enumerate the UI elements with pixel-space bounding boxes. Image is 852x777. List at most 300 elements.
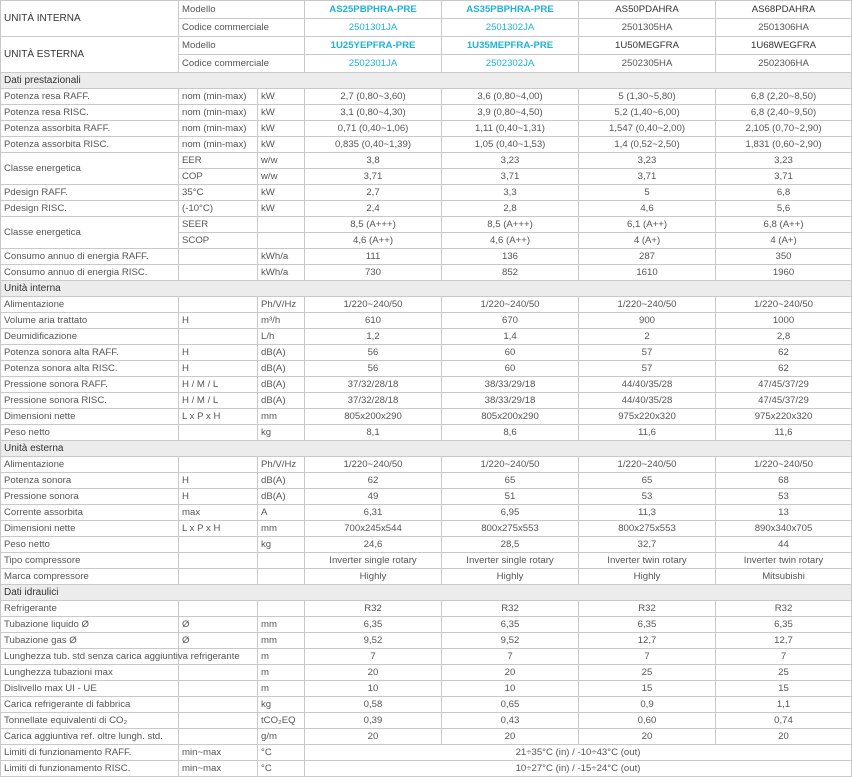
external-code: 2502301JA [305,55,442,73]
external-code: 2502305HA [579,55,716,73]
row-value: 57 [579,361,716,377]
row-label: Pdesign RAFF. [1,185,179,201]
table-row [1,153,852,169]
row-unit: L/h [258,329,305,345]
table-row [1,361,852,377]
row-unit [258,569,305,585]
row-unit: °C [258,745,305,761]
internal-model: AS50PDAHRA [579,1,716,19]
unit-interna-label: UNITÀ INTERNA [1,1,179,37]
row-condition: H / M / L [179,393,258,409]
row-value: Mitsubishi [716,569,852,585]
table-row [1,569,852,585]
row-label: Consumo annuo di energia RISC. [1,265,179,281]
row-value: Inverter twin rotary [716,553,852,569]
row-value: 136 [442,249,579,265]
internal-model: AS35PBPHRA-PRE [442,1,579,19]
row-value: 62 [716,361,852,377]
row-value: 12,7 [579,633,716,649]
row-condition: nom (min-max) [179,105,258,121]
section-title: Dati prestazionali [1,73,852,89]
table-row [1,601,852,617]
table-row [1,409,852,425]
row-value: 38/33/29/18 [442,393,579,409]
table-row [1,697,852,713]
row-value: 10 [442,681,579,697]
table-row [1,457,852,473]
table-row [1,185,852,201]
internal-model-row [1,1,852,19]
table-row [1,265,852,281]
table-row [1,745,852,761]
row-value: 610 [305,313,442,329]
row-value: 1,05 (0,40~1,53) [442,137,579,153]
row-value: 1/220~240/50 [716,297,852,313]
row-value: 10 [305,681,442,697]
row-value: 3,23 [442,153,579,169]
row-label: Pressione sonora [1,489,179,505]
row-unit: kW [258,201,305,217]
row-value: 6,8 (2,40~9,50) [716,105,852,121]
row-value: 11,6 [716,425,852,441]
row-unit: A [258,505,305,521]
row-unit: °C [258,761,305,777]
external-model-row [1,37,852,55]
row-value: 60 [442,345,579,361]
table-row [1,377,852,393]
row-label: Tonnellate equivalenti di CO₂ [1,713,179,729]
table-row [1,313,852,329]
row-unit: m³/h [258,313,305,329]
row-value: 53 [716,489,852,505]
table-row [1,633,852,649]
row-label: Lunghezza tubazioni max [1,665,179,681]
row-value: 1,11 (0,40~1,31) [442,121,579,137]
row-value: 0,58 [305,697,442,713]
row-condition: H [179,361,258,377]
row-value: 2,7 [305,185,442,201]
row-value: 8,1 [305,425,442,441]
row-label: Pressione sonora RAFF. [1,377,179,393]
external-model: 1U50MEGFRA [579,37,716,55]
table-row [1,137,852,153]
row-condition: max [179,505,258,521]
row-value: 32,7 [579,537,716,553]
row-value: 0,74 [716,713,852,729]
row-value: 57 [579,345,716,361]
row-unit: kW [258,137,305,153]
section-esterna [1,441,852,457]
row-label: Volume aria trattato [1,313,179,329]
row-label: Alimentazione [1,297,179,313]
row-value: 12,7 [716,633,852,649]
row-label: Lunghezza tub. std senza carica aggiuntiva refrigerante [1,649,179,665]
table-row [1,217,852,233]
row-value: 4 (A+) [579,233,716,249]
row-label: Limiti di funzionamento RISC. [1,761,179,777]
row-value: 4,6 (A++) [442,233,579,249]
row-value: 3,1 (0,80~4,30) [305,105,442,121]
row-condition [179,265,258,281]
row-unit: w/w [258,169,305,185]
unit-esterna-label: UNITÀ ESTERNA [1,37,179,73]
row-unit: kg [258,537,305,553]
row-value: 6,8 [716,185,852,201]
row-condition: min~max [179,761,258,777]
row-value: 1,831 (0,60~2,90) [716,137,852,153]
row-value: 25 [579,665,716,681]
row-condition [179,297,258,313]
row-condition: Ø [179,633,258,649]
modello-label: Modello [179,37,305,55]
row-value: 44/40/35/28 [579,393,716,409]
table-row [1,121,852,137]
row-value: 1610 [579,265,716,281]
row-value: 49 [305,489,442,505]
row-value: 44/40/35/28 [579,377,716,393]
row-value: 44 [716,537,852,553]
row-value: 1,547 (0,40~2,00) [579,121,716,137]
row-value: 0,39 [305,713,442,729]
row-value: 2,8 [442,201,579,217]
row-value: 6,95 [442,505,579,521]
row-value: 20 [442,729,579,745]
row-value: 1/220~240/50 [305,457,442,473]
row-value: 2 [579,329,716,345]
table-row [1,105,852,121]
row-value: 15 [579,681,716,697]
table-row [1,505,852,521]
row-value: 800x275x553 [579,521,716,537]
row-unit: m [258,665,305,681]
row-value: 111 [305,249,442,265]
row-label: Corrente assorbita [1,505,179,521]
row-unit: kW [258,121,305,137]
row-value: 7 [716,649,852,665]
row-value: 975x220x320 [579,409,716,425]
row-value: 1,2 [305,329,442,345]
table-row [1,201,852,217]
row-value: 0,835 (0,40~1,39) [305,137,442,153]
row-label: Dislivello max UI - UE [1,681,179,697]
internal-model: AS25PBPHRA-PRE [305,1,442,19]
section-idraulici [1,585,852,601]
row-condition [179,553,258,569]
row-condition: SEER [179,217,258,233]
row-label: Potenza sonora alta RAFF. [1,345,179,361]
row-label: Potenza sonora [1,473,179,489]
table-row [1,521,852,537]
row-unit: w/w [258,153,305,169]
table-row [1,713,852,729]
row-label: Potenza assorbita RAFF. [1,121,179,137]
row-value: 0,65 [442,697,579,713]
row-condition [179,697,258,713]
row-value: 2,105 (0,70~2,90) [716,121,852,137]
row-value: 975x220x320 [716,409,852,425]
row-value: 13 [716,505,852,521]
row-value: 805x200x290 [305,409,442,425]
row-value: 0,60 [579,713,716,729]
row-value: 0,71 (0,40~1,06) [305,121,442,137]
table-row [1,329,852,345]
row-value: 7 [305,649,442,665]
row-value: 37/32/28/18 [305,393,442,409]
row-value: 3,23 [579,153,716,169]
table-row [1,617,852,633]
section-interna [1,281,852,297]
row-unit: kW [258,89,305,105]
row-value: 6,1 (A++) [579,217,716,233]
row-condition: (-10°C) [179,201,258,217]
row-value: 670 [442,313,579,329]
row-label: Potenza sonora alta RISC. [1,361,179,377]
row-value: 4 (A+) [716,233,852,249]
section-title: Unità interna [1,281,852,297]
row-value: Inverter single rotary [305,553,442,569]
row-condition [179,729,258,745]
row-unit: m [258,681,305,697]
row-value: 6,35 [442,617,579,633]
row-value: 20 [442,665,579,681]
row-condition: EER [179,153,258,169]
row-condition [179,601,258,617]
row-value: 10÷27°C (in) / -15÷24°C (out) [305,761,852,777]
row-value: 2,7 (0,80~3,60) [305,89,442,105]
row-label: Potenza resa RAFF. [1,89,179,105]
row-value: 3,9 (0,80~4,50) [442,105,579,121]
row-label: Peso netto [1,537,179,553]
row-condition [179,569,258,585]
table-row [1,729,852,745]
row-label: Tubazione gas Ø [1,633,179,649]
row-label: Dimensioni nette [1,409,179,425]
row-value: 1,4 (0,52~2,50) [579,137,716,153]
internal-code: 2501302JA [442,19,579,37]
row-value: 3,71 [305,169,442,185]
row-value: 9,52 [305,633,442,649]
row-unit: kg [258,697,305,713]
row-value: 38/33/29/18 [442,377,579,393]
row-value: 6,35 [305,617,442,633]
row-value: Highly [305,569,442,585]
row-unit [258,233,305,249]
row-unit: m [258,649,305,665]
row-value: 3,71 [716,169,852,185]
row-value: 62 [305,473,442,489]
row-value: 1960 [716,265,852,281]
row-value: 47/45/37/29 [716,377,852,393]
row-value: 6,8 (2,20~8,50) [716,89,852,105]
section-prestazionali [1,73,852,89]
table-row [1,681,852,697]
row-condition [179,537,258,553]
row-value: 900 [579,313,716,329]
row-unit: dB(A) [258,345,305,361]
row-value: 6,8 (A++) [716,217,852,233]
row-value: 852 [442,265,579,281]
row-value: 47/45/37/29 [716,393,852,409]
row-unit [258,553,305,569]
row-value: Inverter single rotary [442,553,579,569]
row-value: 287 [579,249,716,265]
external-model: 1U25YEPFRA-PRE [305,37,442,55]
row-unit: kW [258,185,305,201]
row-value: 60 [442,361,579,377]
row-unit: tCO₂EQ [258,713,305,729]
row-value: 65 [579,473,716,489]
row-value: 4,6 (A++) [305,233,442,249]
row-condition [179,713,258,729]
row-condition [179,457,258,473]
row-value: 350 [716,249,852,265]
row-value: 20 [305,665,442,681]
row-condition: min~max [179,745,258,761]
table-row [1,553,852,569]
row-value: R32 [305,601,442,617]
row-condition: L x P x H [179,521,258,537]
row-value: 20 [579,729,716,745]
table-row [1,425,852,441]
row-value: 3,23 [716,153,852,169]
row-value: 3,8 [305,153,442,169]
row-condition: H [179,473,258,489]
row-unit: dB(A) [258,489,305,505]
table-row [1,649,852,665]
section-title: Dati idraulici [1,585,852,601]
row-value: 0,43 [442,713,579,729]
row-value: 56 [305,361,442,377]
row-value: 65 [442,473,579,489]
row-label: Marca compressore [1,569,179,585]
row-condition: 35°C [179,185,258,201]
row-label: Consumo annuo di energia RAFF. [1,249,179,265]
external-code: 2502302JA [442,55,579,73]
row-condition: L x P x H [179,409,258,425]
row-value: 805x200x290 [442,409,579,425]
row-label: Carica aggiuntiva ref. oltre lungh. std. [1,729,179,745]
row-value: 11,3 [579,505,716,521]
row-value: 56 [305,345,442,361]
row-value: 6,31 [305,505,442,521]
row-label: Deumidificazione [1,329,179,345]
row-value: 20 [305,729,442,745]
row-condition [179,681,258,697]
row-label: Tubazione liquido Ø [1,617,179,633]
internal-code: 2501305HA [579,19,716,37]
row-label: Alimentazione [1,457,179,473]
row-value: 3,6 (0,80~4,00) [442,89,579,105]
row-value: 8,5 (A+++) [442,217,579,233]
modello-label: Modello [179,1,305,19]
row-label: Carica refrigerante di fabbrica [1,697,179,713]
row-value: 890x340x705 [716,521,852,537]
row-unit: mm [258,617,305,633]
row-condition: nom (min-max) [179,89,258,105]
row-value: 1/220~240/50 [305,297,442,313]
internal-code: 2501301JA [305,19,442,37]
row-label: Classe energetica [1,153,179,185]
row-value: 1,1 [716,697,852,713]
row-value: 28,5 [442,537,579,553]
row-value: 5 (1,30~5,80) [579,89,716,105]
row-value: R32 [579,601,716,617]
row-value: 5 [579,185,716,201]
row-condition: nom (min-max) [179,121,258,137]
row-value: 5,2 (1,40~6,00) [579,105,716,121]
row-condition: H [179,489,258,505]
row-unit: kg [258,425,305,441]
row-value: 1000 [716,313,852,329]
row-value: 3,71 [442,169,579,185]
row-value: 6,35 [716,617,852,633]
row-value: Highly [579,569,716,585]
row-unit: dB(A) [258,361,305,377]
row-label: Classe energetica [1,217,179,249]
table-row [1,89,852,105]
row-label: Pdesign RISC. [1,201,179,217]
row-value: 15 [716,681,852,697]
row-value: 1/220~240/50 [579,297,716,313]
row-value: 1/220~240/50 [442,457,579,473]
row-unit: kWh/a [258,265,305,281]
table-row [1,345,852,361]
row-value: 730 [305,265,442,281]
table-row [1,665,852,681]
row-condition [179,665,258,681]
table-row [1,489,852,505]
row-condition [179,425,258,441]
row-value: 800x275x553 [442,521,579,537]
row-condition: nom (min-max) [179,137,258,153]
row-value: 62 [716,345,852,361]
row-unit: kWh/a [258,249,305,265]
row-label: Potenza resa RISC. [1,105,179,121]
row-value: 51 [442,489,579,505]
row-value: Highly [442,569,579,585]
row-label: Tipo compressore [1,553,179,569]
table-row [1,249,852,265]
row-condition: COP [179,169,258,185]
row-condition: Ø [179,617,258,633]
row-value: 9,52 [442,633,579,649]
row-unit: dB(A) [258,473,305,489]
row-value: 8,6 [442,425,579,441]
row-value: R32 [716,601,852,617]
row-unit: g/m [258,729,305,745]
row-value: 1/220~240/50 [579,457,716,473]
row-value: 5,6 [716,201,852,217]
row-value: 2,4 [305,201,442,217]
row-condition [179,249,258,265]
row-value: 21÷35°C (in) / -10÷43°C (out) [305,745,852,761]
row-label: Limiti di funzionamento RAFF. [1,745,179,761]
row-label: Refrigerante [1,601,179,617]
row-condition: H [179,313,258,329]
row-value: 700x245x544 [305,521,442,537]
row-unit: dB(A) [258,393,305,409]
row-value: 11,6 [579,425,716,441]
row-value: 4,6 [579,201,716,217]
row-unit: mm [258,521,305,537]
table-row [1,473,852,489]
row-unit: Ph/V/Hz [258,297,305,313]
row-value: 3,3 [442,185,579,201]
codice-label: Codice commerciale [179,55,305,73]
row-unit: mm [258,409,305,425]
row-unit: kW [258,105,305,121]
row-condition [179,329,258,345]
